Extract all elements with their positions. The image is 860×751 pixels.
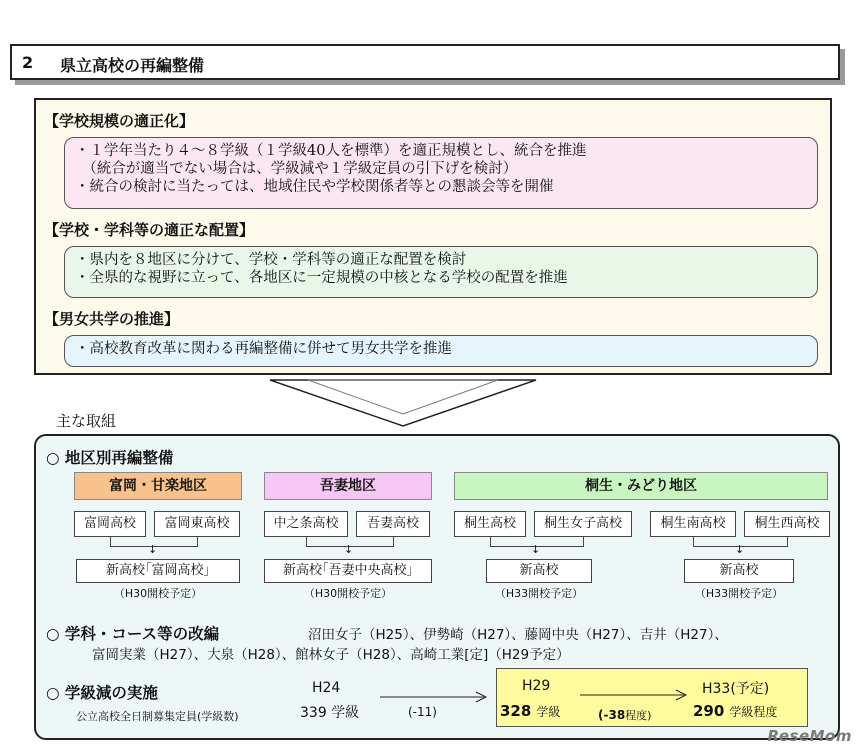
- policy-scale-line: ・１学年当たり４～８学級（１学級40人を標準）を適正規模とし、統合を推進: [75, 143, 587, 159]
- course-title: ○ 学科・コース等の改編: [46, 625, 220, 643]
- school-box: 桐生高校: [454, 511, 526, 537]
- new-school-box: 新高校: [486, 559, 592, 583]
- year-h33: H33(予定): [702, 681, 770, 697]
- course-line: 富岡実業（H27）、大泉（H28）、館林女子（H28）、高崎工業[定]（H29予定）: [92, 647, 570, 663]
- value-h24: 339 学級: [300, 705, 360, 721]
- unit-h33: 学級程度: [729, 705, 778, 719]
- change-h24: (-11): [408, 705, 437, 719]
- regional-title: ○ 地区別再編整備: [46, 449, 174, 467]
- connector-line: [583, 537, 584, 546]
- class-reduction-title: ○ 学級減の実施: [46, 684, 158, 702]
- opening-note: （H33開校予定）: [694, 587, 784, 600]
- arrow-down-icon: ↓: [148, 543, 158, 556]
- school-box: 吾妻高校: [356, 511, 430, 537]
- connector-line: [110, 537, 111, 546]
- policy-placement-line: ・全県的な視野に立って、各地区に一定規模の中核となる学校の配置を推進: [75, 270, 568, 286]
- down-arrow-icon: [268, 378, 538, 428]
- value-h33: 290: [693, 702, 725, 720]
- school-box: 桐生女子高校: [534, 511, 632, 537]
- region-agatsuma-label: 吾妻地区: [320, 478, 376, 494]
- capacity-caption: 公立高校全日制募集定員(学級数): [76, 710, 239, 723]
- unit-h29: 学級: [536, 705, 561, 719]
- arrow-right-icon: [580, 686, 692, 705]
- policy-panel: [34, 98, 832, 375]
- connector-line: [393, 537, 394, 546]
- opening-note: （H30開校予定）: [113, 587, 203, 600]
- arrow-down-icon: ↓: [344, 543, 354, 556]
- region-agatsuma: [264, 472, 432, 500]
- policy-placement-line: ・県内を８地区に分けて、学校・学科等の適正な配置を検討: [75, 252, 467, 268]
- opening-note: （H30開校予定）: [303, 587, 393, 600]
- policy-title-placement: 【学校・学科等の適正な配置】: [44, 221, 255, 239]
- section-number: 2: [22, 53, 34, 72]
- connector-line: [490, 537, 491, 546]
- year-h29: H29: [522, 678, 551, 694]
- main-efforts-label: 主な取組: [56, 412, 117, 430]
- new-school-box: 新高校: [684, 559, 794, 583]
- resemom-logo: ReseMom: [767, 727, 852, 745]
- policy-scale-line: ・統合の検討に当たっては、地域住民や学校関係者等との懇談会等を開催: [75, 179, 554, 195]
- connector-line: [197, 537, 198, 546]
- policy-scale-line: （統合が適当でない場合は、学級減や１学級定員の引下げを検討）: [75, 161, 518, 177]
- new-school-box: 新高校｢富岡高校｣: [76, 559, 240, 583]
- arrow-down-icon: ↓: [531, 543, 541, 556]
- opening-note: （H33開校予定）: [494, 587, 584, 600]
- change-h29-unit: 程度): [625, 709, 652, 722]
- section-title: 県立高校の再編整備: [60, 56, 205, 75]
- value-h29-group: [500, 701, 560, 720]
- school-box: 富岡東高校: [154, 511, 240, 537]
- policy-coed-line: ・高校教育改革に関わる再編整備に併せて男女共学を推進: [75, 341, 452, 357]
- region-tomioka: [74, 472, 242, 500]
- policy-title-scale: 【学校規模の適正化】: [44, 112, 195, 130]
- region-kiryu: [454, 472, 828, 500]
- change-h29: (-38: [598, 708, 626, 722]
- connector-line: [693, 537, 694, 546]
- arrow-down-icon: ↓: [735, 543, 745, 556]
- school-box: 富岡高校: [74, 511, 146, 537]
- connector-line: [306, 537, 307, 546]
- policy-title-coed: 【男女共学の推進】: [44, 310, 180, 328]
- course-line: 沼田女子（H25）、伊勢崎（H27）、藤岡中央（H27）、吉井（H27）、: [308, 627, 728, 643]
- value-h29: 328: [500, 702, 532, 720]
- school-box: 中之条高校: [264, 511, 348, 537]
- region-tomioka-label: 富岡・甘楽地区: [109, 478, 207, 494]
- value-h33-group: [693, 701, 777, 720]
- region-kiryu-label: 桐生・みどり地区: [585, 478, 697, 494]
- school-box: 桐生南高校: [650, 511, 736, 537]
- change-h29-group: [598, 704, 651, 723]
- school-box: 桐生西高校: [744, 511, 830, 537]
- policy-scale-box: [64, 137, 818, 209]
- policy-coed-box: [64, 335, 818, 367]
- arrow-right-icon: [380, 688, 492, 707]
- new-school-box: 新高校｢吾妻中央高校｣: [264, 559, 432, 583]
- policy-placement-box: [64, 246, 818, 298]
- connector-line: [787, 537, 788, 546]
- year-h24: H24: [312, 680, 341, 696]
- section-header: [10, 44, 840, 80]
